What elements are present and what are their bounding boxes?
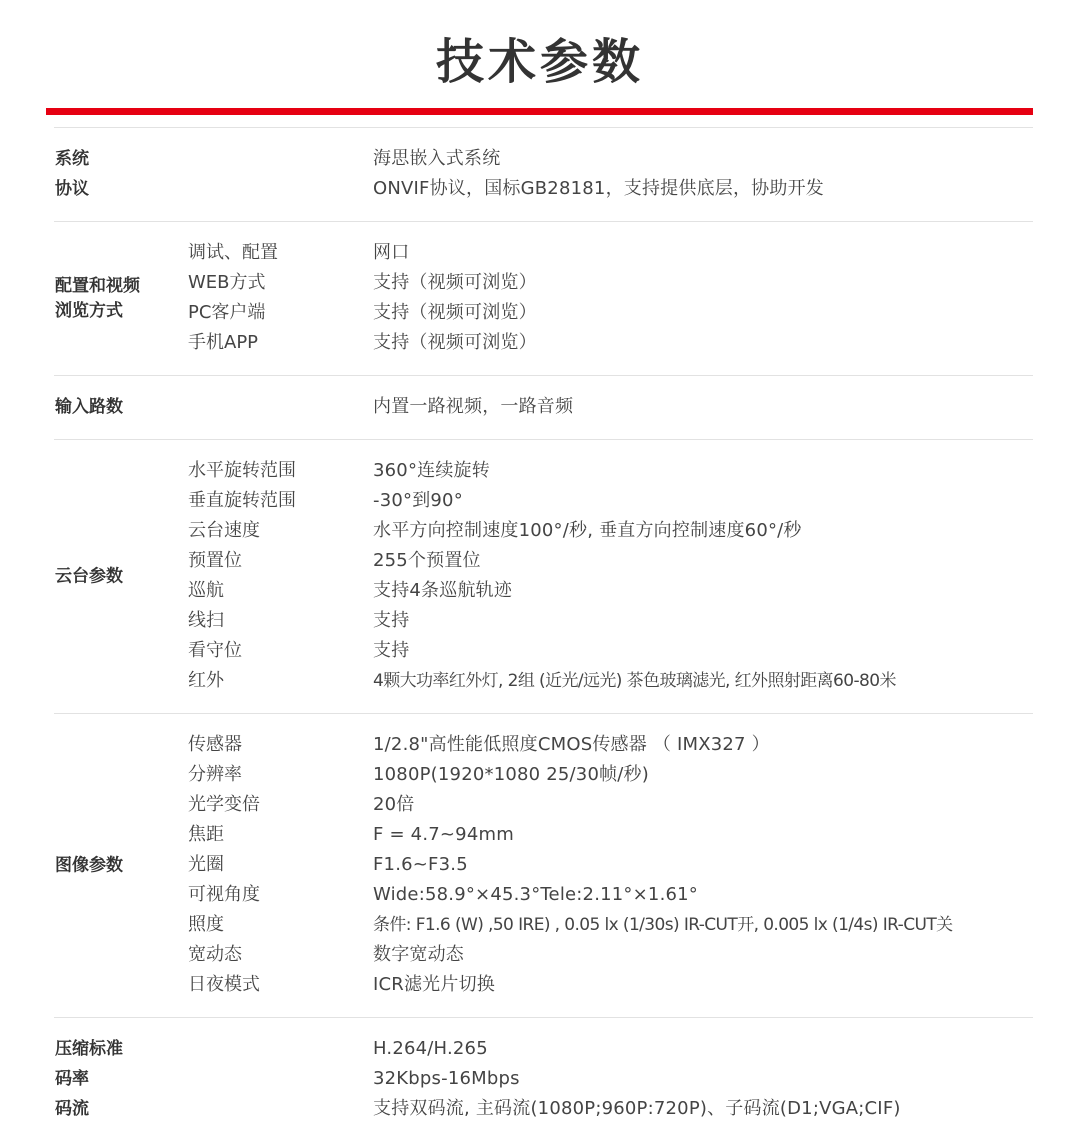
spec-value: 网口 [373,242,410,263]
spec-row [54,486,1033,516]
spec-sub-label: 可视角度 [188,884,260,905]
spec-row [54,820,1033,850]
spec-value: 支持（视频可浏览） [373,302,537,323]
spec-section-image [54,714,1033,1018]
spec-value: 数字宽动态 [373,944,464,965]
spec-row [54,268,1033,298]
spec-section-config [54,222,1033,376]
spec-row [54,392,1033,422]
spec-row [54,636,1033,666]
spec-table [54,128,1033,1141]
spec-value: 内置一路视频，一路音频 [373,396,574,417]
spec-row [54,298,1033,328]
spec-value: 360°连续旋转 [373,460,490,481]
spec-value: F1.6~F3.5 [373,854,468,875]
spec-value: 支持4条巡航轨迹 [373,580,513,601]
spec-sub-label: 红外 [188,670,224,691]
spec-sub-label: 手机APP [188,332,259,353]
spec-value: 1/2.8"高性能低照度CMOS传感器 （ IMX327 ） [373,734,770,755]
spec-category: 码流 [55,1099,89,1119]
spec-row [54,910,1033,940]
spec-row [54,516,1033,546]
spec-row [54,238,1033,268]
spec-sub-label: 水平旋转范围 [188,460,296,481]
spec-value: 支持（视频可浏览） [373,272,537,293]
spec-row [54,940,1033,970]
spec-row [54,174,1033,204]
spec-sub-label: WEB方式 [188,272,266,293]
spec-row [54,760,1033,790]
spec-sub-label: 照度 [188,914,224,935]
spec-row [54,328,1033,358]
spec-value: 支持 [373,640,410,661]
spec-value: 支持双码流, 主码流(1080P;960P:720P)、子码流(D1;VGA;CIF) [373,1098,901,1119]
spec-category: 云台参数 [55,566,123,586]
spec-sub-label: 分辨率 [188,764,242,785]
spec-value: 32Kbps-16Mbps [373,1068,520,1089]
spec-row [54,880,1033,910]
spec-value: H.264/H.265 [373,1038,488,1059]
spec-category: 图像参数 [55,855,123,875]
spec-value: 20倍 [373,794,415,815]
spec-row [54,666,1033,696]
spec-sub-label: 垂直旋转范围 [188,490,296,511]
spec-value: F = 4.7~94mm [373,824,514,845]
spec-value: Wide:58.9°×45.3°Tele:2.11°×1.61° [373,884,698,905]
spec-sub-label: 预置位 [188,550,242,571]
spec-category: 压缩标准 [55,1039,123,1059]
spec-sub-label: 日夜模式 [188,974,260,995]
spec-sub-label: 巡航 [188,580,224,601]
spec-category: 输入路数 [55,397,123,417]
spec-category-line: 配置和视频 [55,275,140,296]
spec-value: 255个预置位 [373,550,481,571]
spec-category: 协议 [55,179,89,199]
spec-value: ICR滤光片切换 [373,974,495,995]
spec-sub-label: 光圈 [188,854,224,875]
spec-row [54,456,1033,486]
spec-row [54,576,1033,606]
spec-value: 支持 [373,610,410,631]
spec-value: 海思嵌入式系统 [373,148,501,169]
spec-value: 4颗大功率红外灯, 2组 (近光/远光) 茶色玻璃滤光, 红外照射距离60-80米 [373,671,896,691]
spec-section-system [54,128,1033,222]
spec-sub-label: 光学变倍 [188,794,260,815]
spec-sub-label: PC客户端 [188,302,266,323]
spec-sub-label: 传感器 [188,734,242,755]
spec-sub-label: 调试、配置 [188,242,278,263]
spec-value: ONVIF协议，国标GB28181，支持提供底层，协助开发 [373,178,824,199]
spec-sub-label: 看守位 [188,640,242,661]
spec-value: 支持（视频可浏览） [373,332,537,353]
spec-value: 水平方向控制速度100°/秒, 垂直方向控制速度60°/秒 [373,520,802,541]
spec-row [54,730,1033,760]
spec-value: -30°到90° [373,490,463,511]
spec-section-input [54,376,1033,440]
spec-category-line: 浏览方式 [55,300,123,321]
spec-row [54,606,1033,636]
spec-value: 1080P(1920*1080 25/30帧/秒) [373,764,649,785]
spec-sub-label: 焦距 [188,824,224,845]
spec-row [54,850,1033,880]
spec-row [54,970,1033,1000]
spec-row [54,790,1033,820]
spec-row [54,546,1033,576]
spec-sub-label: 线扫 [188,610,224,631]
spec-category: 系统 [55,149,89,169]
spec-row [54,144,1033,174]
title-accent-bar [46,108,1033,115]
spec-category: 码率 [55,1069,89,1089]
page-title: 技术参数 [435,34,644,90]
spec-sub-label: 宽动态 [188,944,242,965]
spec-row [54,1034,1033,1064]
spec-row [54,1094,1033,1124]
spec-section-compression [54,1018,1033,1141]
spec-value: 条件: F1.6 (W) ,50 IRE) , 0.05 lx (1/30s) IR-CUT开, 0.005 lx (1/4s) IR-CUT关 [373,915,953,935]
spec-row [54,1064,1033,1094]
spec-section-ptz [54,440,1033,714]
spec-sub-label: 云台速度 [188,520,260,541]
